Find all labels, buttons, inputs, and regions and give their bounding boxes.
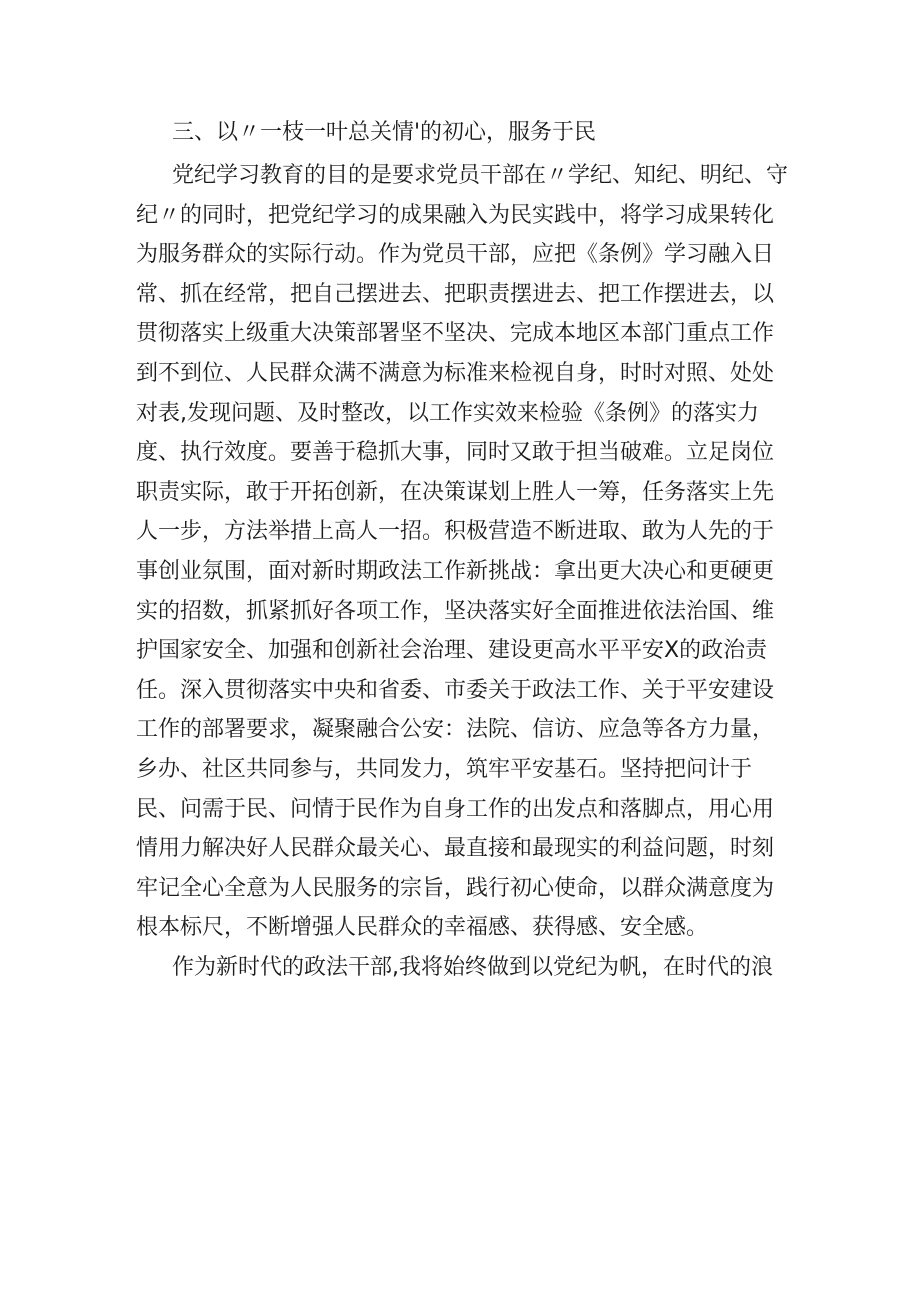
paragraph-line: 人一步，方法举措上高人一招。积极营造不断进取、敢为人先的于: [136, 519, 775, 545]
paragraph-line: 根本标尺，不断增强人民群众的幸福感、获得感、安全感。: [136, 915, 709, 941]
paragraph-line: 民、问需于民、问情于民作为自身工作的出发点和落脚点，用心用: [136, 796, 775, 822]
paragraph-line: 乡办、社区共同参与，共同发力，筑牢平安基石。坚持把问计于: [136, 756, 753, 782]
paragraph: [136, 948, 776, 988]
paragraph-line: 贯彻落实上级重大决策部署坚不坚决、完成本地区本部门重点工作: [136, 321, 775, 347]
paragraph-line: 度、执行效度。要善于稳抓大事，同时又敢于担当破难。立足岗位: [136, 440, 775, 466]
document-body: [136, 109, 789, 987]
paragraph-line: 情用力解决好人民群众最关心、最直接和最现实的利益问题，时刻: [136, 836, 775, 862]
paragraph-line: 到不到位、人民群众满不满意为标准来检视自身，时时对照、处处: [136, 360, 775, 386]
paragraph-line: 党纪学习教育的目的是要求党员干部在〃学纪、知纪、明纪、守: [172, 163, 789, 188]
paragraph-line: 常、抓在经常，把自己摆进去、把职责摆进去、把工作摆进去，以: [136, 281, 775, 307]
paragraph-line: 为服务群众的实际行动。作为党员干部，应把《条例》学习融入日: [136, 242, 775, 268]
paragraph-line: 纪〃的同时，把党纪学习的成果融入为民实践中，将学习成果转化: [136, 202, 775, 228]
paragraph-line: 职责实际，敢于开拓创新，在决策谋划上胜人一筹，任务落实上先: [136, 479, 775, 505]
paragraph-line: 对表,发现问题、及时整改，以工作实效来检验《条例》的落实力: [136, 400, 759, 426]
section-heading: 三、以〃一枝一叶总关情'的初心，服务于民: [172, 120, 597, 145]
paragraph-line: 事创业氛围，面对新时期政法工作新挑战：拿出更大决心和更硬更: [136, 558, 775, 584]
paragraph-line: 工作的部署要求，凝聚融合公安：法院、信访、应急等各方力量，: [136, 717, 775, 743]
paragraph-line: 作为新时代的政法干部,我将始终做到以党纪为帆，在时代的浪: [172, 954, 773, 980]
paragraph-line: 任。深入贯彻落实中央和省委、市委关于政法工作、关于平安建设: [136, 677, 775, 703]
paragraph-line: 牢记全心全意为人民服务的宗旨，践行初心使命，以群众满意度为: [136, 875, 775, 901]
paragraph-line: 实的招数，抓紧抓好各项工作，坚决落实好全面推进依法治国、维: [136, 598, 775, 624]
paragraph-line: 护国家安全、加强和创新社会治理、建设更高水平平安X的政治责: [136, 638, 768, 664]
paragraph: [136, 156, 789, 948]
